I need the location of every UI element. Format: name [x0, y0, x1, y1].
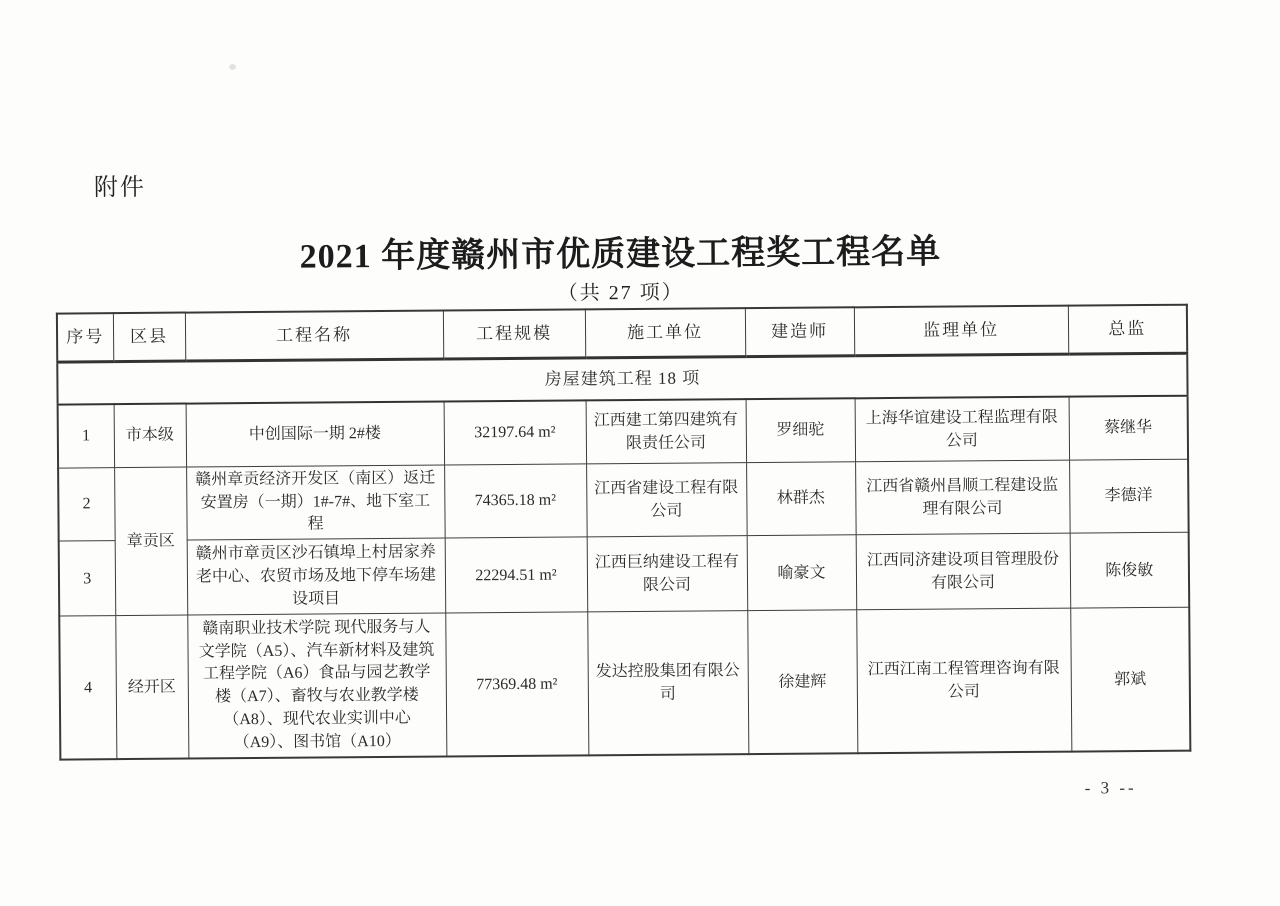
- table-row: [59, 532, 1190, 616]
- cell-supervision-unit: 江西省赣州昌顺工程建设监理有限公司: [855, 460, 1070, 535]
- cell-supervision-unit: 上海华谊建设工程监理有限公司: [855, 397, 1069, 462]
- cell-project-name: 赣南职业技术学院 现代服务与人文学院（A5）、汽车新材料及建筑工程学院（A6）食品与园艺教学楼（A7）、畜牧与农业教学楼（A8）、现代农业实训中心（A9）、图书馆（A10）: [187, 613, 446, 759]
- cell-builder: 林群杰: [746, 462, 856, 536]
- cell-district: 市本级: [114, 404, 186, 468]
- cell-district: 经开区: [115, 615, 188, 759]
- column-header-contractor: 施工单位: [585, 308, 745, 358]
- cell-supervision-unit: 江西江南工程管理咨询有限公司: [856, 608, 1071, 753]
- table-row: [59, 607, 1190, 759]
- column-header-chief-supervisor: 总监: [1068, 305, 1187, 354]
- cell-builder: 罗细驼: [746, 398, 855, 462]
- column-header-builder: 建造师: [745, 307, 854, 356]
- attachment-label: 附件: [93, 174, 147, 202]
- cell-project-name: 赣州市章贡区沙石镇埠上村居家养老中心、农贸市场及地下停车场建设项目: [187, 538, 446, 615]
- document-subtitle: （共 27 项）: [557, 281, 684, 305]
- cell-contractor: 江西建工第四建筑有限责任公司: [586, 399, 746, 464]
- cell-contractor: 江西巨纳建设工程有限公司: [587, 536, 748, 612]
- table-row: [58, 459, 1189, 541]
- document-title: 2021 年度赣州市优质建设工程奖工程名单: [299, 233, 942, 276]
- cell-seq: 3: [59, 541, 116, 616]
- cell-chief-supervisor: 蔡继华: [1069, 396, 1188, 460]
- cell-project-scale: 22294.51 m²: [445, 537, 588, 613]
- cell-seq: 4: [59, 616, 116, 760]
- cell-builder: 徐建辉: [747, 610, 857, 754]
- column-header-supervision-unit: 监理单位: [854, 306, 1068, 356]
- cell-chief-supervisor: 李德洋: [1069, 459, 1189, 533]
- cell-district-merged: 章贡区: [114, 467, 187, 616]
- cell-contractor: 江西省建设工程有限公司: [586, 463, 747, 537]
- cell-supervision-unit: 江西同济建设项目管理股份有限公司: [856, 533, 1071, 610]
- cell-project-scale: 74365.18 m²: [444, 464, 587, 538]
- cell-contractor: 发达控股集团有限公司: [587, 611, 748, 756]
- cell-builder: 喻豪文: [747, 535, 857, 611]
- page-number: - 3 --: [1084, 778, 1137, 798]
- column-header-project-name: 工程名称: [185, 311, 443, 362]
- cell-chief-supervisor: 郭斌: [1070, 607, 1190, 751]
- cell-seq: 2: [58, 468, 115, 542]
- section-header-label: 房屋建筑工程 18 项: [57, 353, 1187, 404]
- cell-seq: 1: [58, 404, 114, 468]
- cell-project-name: 中创国际一期 2#楼: [186, 402, 444, 468]
- table-row: [58, 396, 1188, 468]
- table-header-row: [57, 305, 1187, 362]
- column-header-seq: 序号: [57, 313, 113, 362]
- award-projects-table: [56, 304, 1191, 761]
- cell-chief-supervisor: 陈俊敏: [1070, 532, 1190, 608]
- column-header-district: 区县: [113, 313, 185, 362]
- cell-project-scale: 77369.48 m²: [445, 612, 588, 757]
- cell-project-name: 赣州章贡经济开发区（南区）返迁安置房（一期）1#-7#、地下室工程: [186, 465, 445, 540]
- column-header-project-scale: 工程规模: [443, 309, 585, 359]
- cell-project-scale: 32197.64 m²: [444, 400, 586, 465]
